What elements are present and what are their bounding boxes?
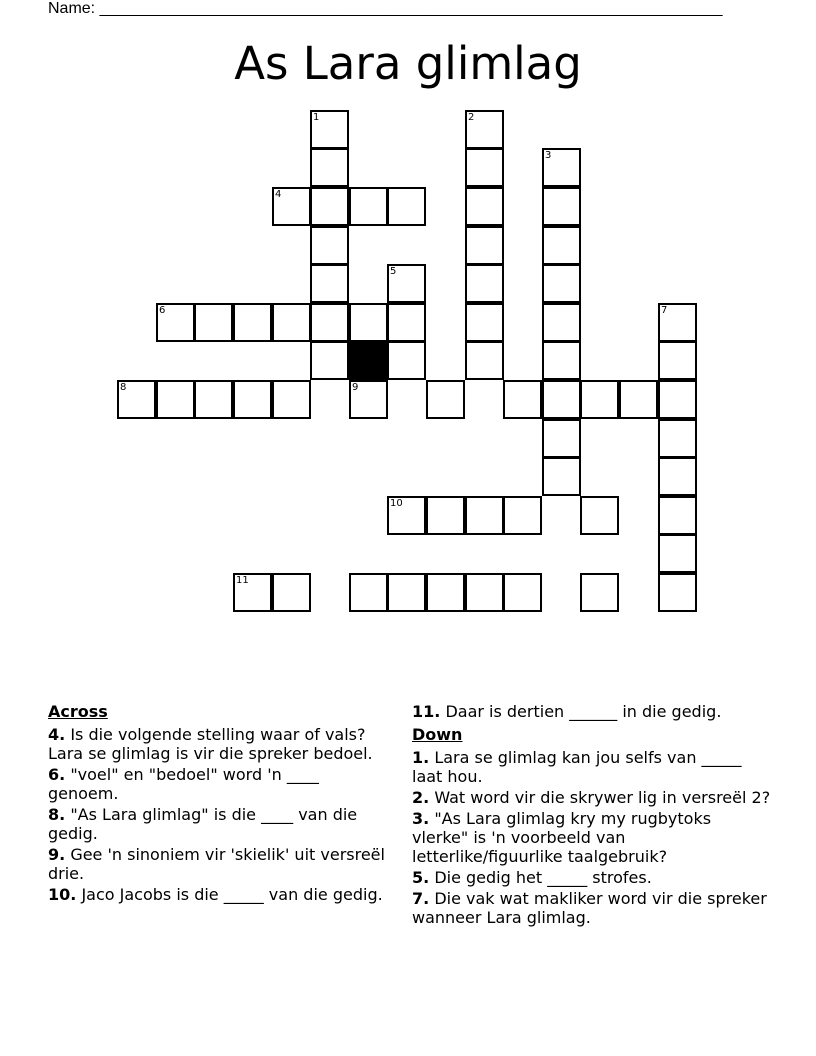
clue-number: 5. — [412, 868, 430, 887]
down-clue — [412, 868, 772, 887]
crossword-cell[interactable] — [117, 380, 156, 419]
crossword-cell[interactable] — [542, 380, 581, 419]
clue-text: Die gedig het _____ strofes. — [434, 868, 652, 887]
clue-number: 11. — [412, 702, 441, 721]
crossword-cell[interactable] — [503, 496, 542, 535]
down-clue — [412, 788, 772, 807]
clue-text: "voel" en "bedoel" word 'n ____ genoem. — [48, 765, 319, 803]
crossword-cell[interactable] — [580, 496, 619, 535]
crossword-cell[interactable] — [387, 303, 426, 342]
clue-number-label: 10 — [390, 498, 403, 509]
crossword-cell[interactable] — [310, 148, 349, 187]
across-clue — [48, 845, 393, 883]
crossword-cell[interactable] — [310, 303, 349, 342]
clue-text: Is die volgende stelling waar of vals? Lara se glimlag is vir die spreker bedoel. — [48, 725, 373, 763]
crossword-cell[interactable] — [465, 226, 504, 265]
crossword-cell[interactable] — [272, 187, 311, 226]
crossword-cell[interactable] — [503, 380, 542, 419]
across-clue — [412, 702, 772, 721]
crossword-cell[interactable] — [272, 573, 311, 612]
across-heading: Across — [48, 702, 108, 721]
crossword-cell[interactable] — [542, 457, 581, 496]
crossword-cell[interactable] — [658, 534, 697, 573]
crossword-cell[interactable] — [503, 573, 542, 612]
crossword-cell[interactable] — [542, 226, 581, 265]
crossword-cell[interactable] — [542, 303, 581, 342]
crossword-cell[interactable] — [465, 264, 504, 303]
crossword-cell[interactable] — [426, 496, 465, 535]
crossword-cell[interactable] — [580, 573, 619, 612]
clue-number: 10. — [48, 885, 77, 904]
crossword-cell[interactable] — [658, 303, 697, 342]
clue-text: Die vak wat makliker word vir die spreker wanneer Lara glimlag. — [412, 889, 767, 927]
down-clue — [412, 748, 772, 786]
down-clue — [412, 889, 772, 927]
crossword-cell[interactable] — [387, 264, 426, 303]
crossword-cell[interactable] — [387, 496, 426, 535]
clue-text: "As Lara glimlag kry my rugbytoks vlerke" is 'n voorbeeld van letterlike/figuurlike taalgebruik? — [412, 809, 712, 866]
crossword-cell[interactable] — [310, 110, 349, 149]
clue-number-label: 1 — [313, 112, 320, 123]
name-field[interactable]: Name: ______________________________________________________________________ — [48, 0, 723, 17]
crossword-cell[interactable] — [465, 496, 504, 535]
clue-number: 9. — [48, 845, 66, 864]
crossword-cell[interactable] — [619, 380, 658, 419]
clue-number-label: 4 — [275, 189, 282, 200]
clue-number: 3. — [412, 809, 430, 828]
clue-number: 6. — [48, 765, 66, 784]
crossword-cell[interactable] — [426, 573, 465, 612]
crossword-cell[interactable] — [194, 380, 233, 419]
crossword-black-cell — [349, 341, 388, 380]
crossword-cell[interactable] — [233, 573, 272, 612]
crossword-cell[interactable] — [272, 380, 311, 419]
clue-number-label: 5 — [390, 266, 397, 277]
clues-right-column — [412, 702, 772, 929]
clue-number: 2. — [412, 788, 430, 807]
clue-number: 1. — [412, 748, 430, 767]
crossword-cell[interactable] — [658, 573, 697, 612]
clue-text: "As Lara glimlag" is die ____ van die gedig. — [48, 805, 358, 843]
clue-number-label: 11 — [236, 575, 249, 586]
clue-number-label: 2 — [468, 112, 475, 123]
crossword-cell[interactable] — [658, 457, 697, 496]
crossword-cell[interactable] — [349, 303, 388, 342]
crossword-cell[interactable] — [465, 187, 504, 226]
across-clue — [48, 885, 393, 904]
crossword-cell[interactable] — [465, 303, 504, 342]
crossword-cell[interactable] — [542, 419, 581, 458]
clue-number-label: 7 — [661, 305, 668, 316]
crossword-cell[interactable] — [194, 303, 233, 342]
crossword-cell[interactable] — [658, 380, 697, 419]
clue-number-label: 8 — [120, 382, 127, 393]
crossword-cell[interactable] — [580, 380, 619, 419]
page-title: As Lara glimlag — [234, 37, 582, 90]
crossword-cell[interactable] — [465, 341, 504, 380]
crossword-cell[interactable] — [233, 380, 272, 419]
crossword-cell[interactable] — [426, 380, 465, 419]
clue-text: Jaco Jacobs is die _____ van die gedig. — [81, 885, 383, 904]
down-heading: Down — [412, 725, 463, 744]
crossword-cell[interactable] — [465, 110, 504, 149]
clue-text: Daar is dertien ______ in die gedig. — [445, 702, 722, 721]
crossword-cell[interactable] — [349, 187, 388, 226]
clue-number: 4. — [48, 725, 66, 744]
crossword-cell[interactable] — [387, 341, 426, 380]
down-clue — [412, 809, 772, 866]
across-clue — [48, 725, 393, 763]
clue-text: Wat word vir die skrywer lig in versreël 2? — [434, 788, 771, 807]
crossword-cell[interactable] — [310, 226, 349, 265]
crossword-cell[interactable] — [310, 341, 349, 380]
clue-number-label: 3 — [545, 150, 552, 161]
crossword-cell[interactable] — [156, 303, 195, 342]
crossword-cell[interactable] — [156, 380, 195, 419]
crossword-cell[interactable] — [542, 148, 581, 187]
clue-number: 7. — [412, 889, 430, 908]
clue-number: 8. — [48, 805, 66, 824]
clue-text: Lara se glimlag kan jou selfs van _____ laat hou. — [412, 748, 742, 786]
crossword-cell[interactable] — [542, 341, 581, 380]
crossword-cell[interactable] — [658, 419, 697, 458]
crossword-cell[interactable] — [310, 264, 349, 303]
across-clue — [48, 805, 393, 843]
crossword-cell[interactable] — [387, 573, 426, 612]
crossword-cell[interactable] — [465, 148, 504, 187]
crossword-cell[interactable] — [349, 573, 388, 612]
clues-left-column — [48, 702, 393, 906]
clue-number-label: 6 — [159, 305, 166, 316]
crossword-cell[interactable] — [465, 573, 504, 612]
clue-text: Gee 'n sinoniem vir 'skielik' uit versreël drie. — [48, 845, 385, 883]
crossword-cell[interactable] — [542, 187, 581, 226]
crossword-cell[interactable] — [233, 303, 272, 342]
crossword-cell[interactable] — [658, 341, 697, 380]
crossword-cell[interactable] — [658, 496, 697, 535]
crossword-cell[interactable] — [542, 264, 581, 303]
crossword-cell[interactable] — [310, 187, 349, 226]
crossword-cell[interactable] — [272, 303, 311, 342]
crossword-cell[interactable] — [387, 187, 426, 226]
clue-number-label: 9 — [352, 382, 359, 393]
crossword-cell[interactable] — [349, 380, 388, 419]
across-clue — [48, 765, 393, 803]
